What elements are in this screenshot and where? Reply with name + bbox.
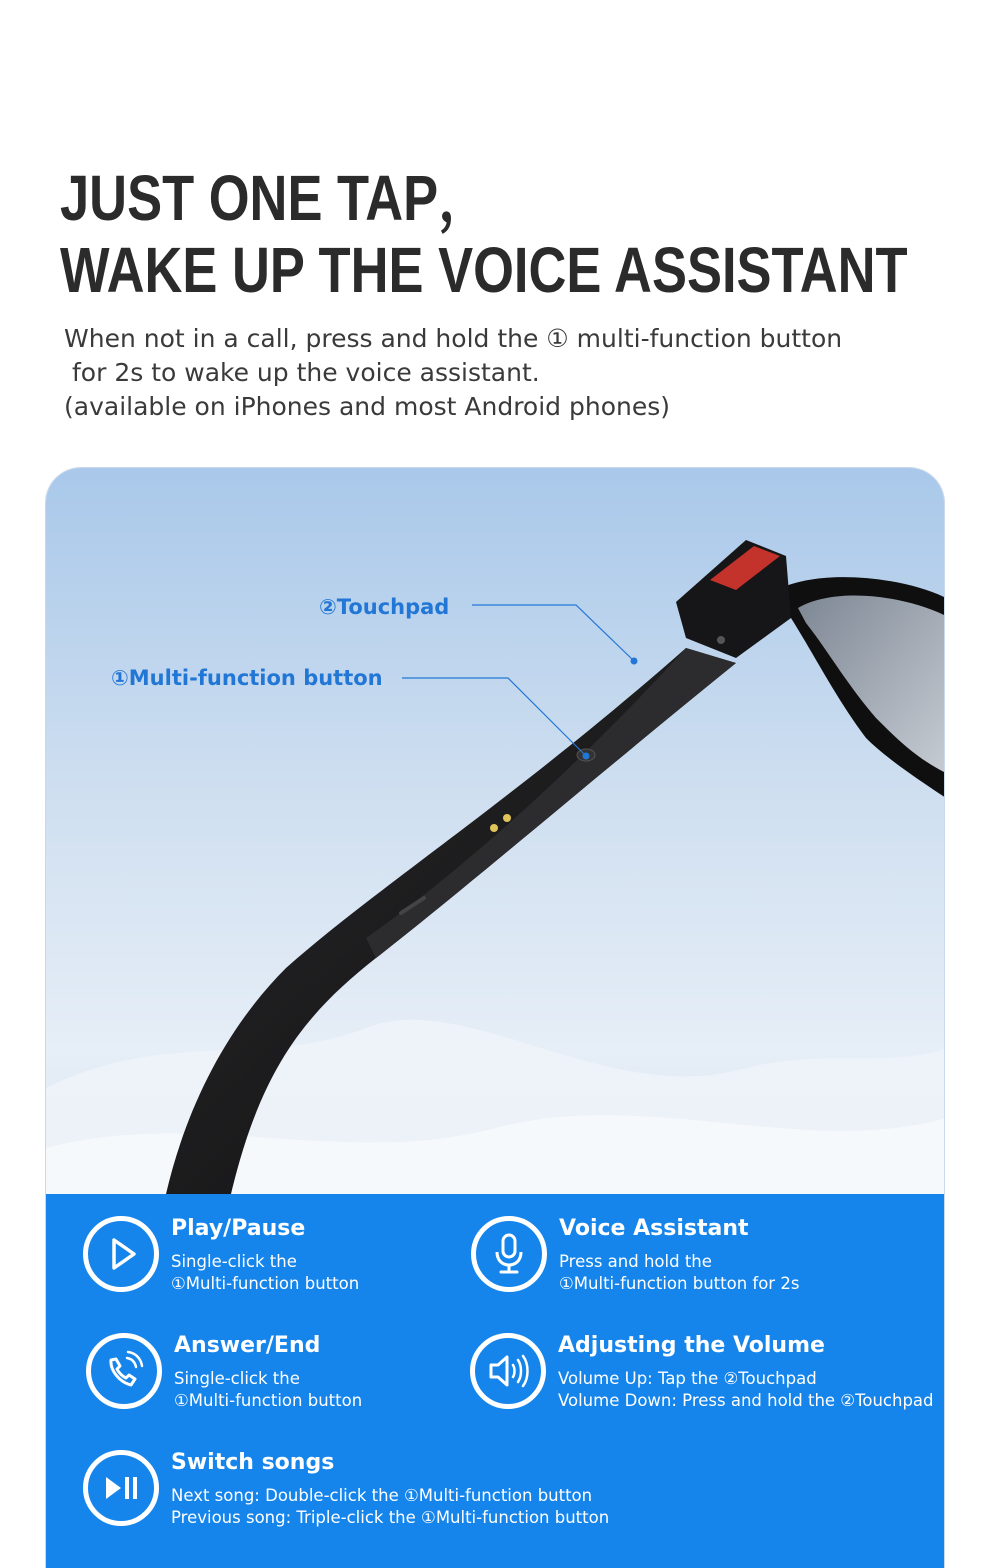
headline-line-1: JUST ONE TAP，: [60, 162, 491, 234]
product-card: [45, 467, 945, 1568]
multi-function-button-callout: ①Multi-function button: [111, 666, 383, 690]
feature-title: Adjusting the Volume: [558, 1333, 825, 1358]
description: [64, 322, 924, 424]
headline-line-2: WAKE UP THE VOICE ASSISTANT: [60, 234, 908, 306]
description-line-3: (available on iPhones and most Android phones): [64, 392, 671, 421]
feature-text: Previous song: Triple-click the ①Multi-function button: [171, 1508, 610, 1527]
feature-title: Voice Assistant: [559, 1216, 749, 1241]
feature-text: Next song: Double-click the ①Multi-function button: [171, 1486, 593, 1505]
feature-text: Volume Up: Tap the ②Touchpad: [558, 1369, 817, 1388]
microphone-icon: [471, 1216, 547, 1292]
glasses-photo: [46, 468, 945, 1194]
speaker-icon: [470, 1333, 546, 1409]
headline: [60, 162, 908, 306]
feature-text: Single-click the: [174, 1369, 300, 1388]
feature-text: ①Multi-function button for 2s: [559, 1274, 800, 1293]
feature-text: Volume Down: Press and hold the ②Touchpad: [558, 1391, 934, 1410]
description-line-2: for 2s to wake up the voice assistant.: [72, 358, 540, 387]
feature-title: Play/Pause: [171, 1216, 306, 1241]
feature-text: Press and hold the: [559, 1252, 712, 1271]
play-icon: [83, 1216, 159, 1292]
feature-title: Answer/End: [174, 1333, 321, 1358]
features-panel: [46, 1194, 945, 1568]
feature-text: ①Multi-function button: [174, 1391, 363, 1410]
touchpad-callout: ②Touchpad: [319, 595, 450, 619]
feature-text: ①Multi-function button: [171, 1274, 360, 1293]
phone-icon: [86, 1333, 162, 1409]
feature-text: Single-click the: [171, 1252, 297, 1271]
feature-title: Switch songs: [171, 1450, 335, 1475]
skip-icon: [83, 1450, 159, 1526]
description-line-1: When not in a call, press and hold the ① multi-function button: [64, 324, 843, 353]
